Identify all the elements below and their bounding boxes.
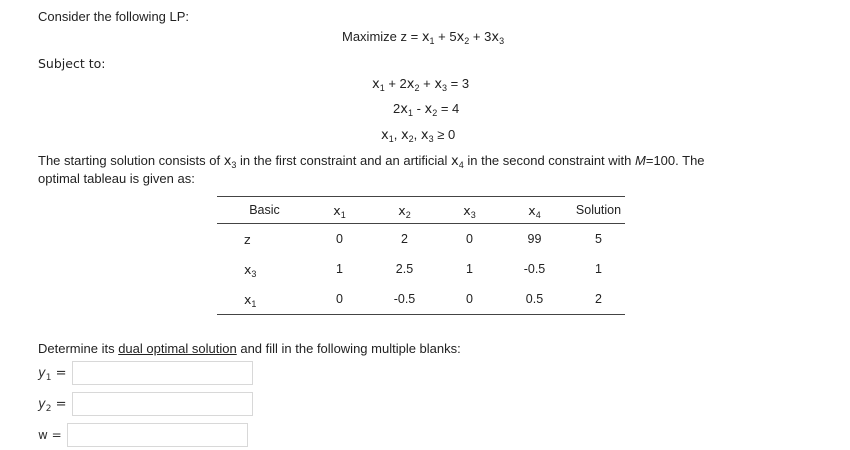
header-x3: $x_3$ [442, 197, 497, 224]
tableau-row [217, 224, 625, 255]
header-basic: Basic [217, 197, 312, 224]
intro-text: Consider the following LP: [38, 9, 190, 24]
cell: 0 [336, 232, 343, 246]
basic-var: $x_1$ [217, 284, 312, 315]
tableau-row [217, 254, 625, 284]
objective-function: Maximize $z = x_1 + 5x_2 + 3x_3$ [342, 29, 505, 46]
description-paragraph-line2: optimal tableau is given as: [38, 171, 195, 186]
header-x4: $x_4$ [497, 197, 572, 224]
basic-var: $x_3$ [244, 261, 257, 279]
cell: 5 [595, 232, 602, 246]
y2-input[interactable] [72, 392, 253, 416]
cell: -0.5 [367, 284, 442, 315]
nonnegativity-constraint: $x_1$, $x_2$, $x_3 \ge 0$ [381, 127, 456, 144]
header-x2: $x_2$ [367, 197, 442, 224]
basic-var: z [244, 231, 251, 247]
constraint-1: $x_1 + 2x_2 + x_3 = 3$ [372, 76, 470, 93]
header-x1: $x_1$ [312, 197, 367, 224]
header-solution: Solution [572, 197, 625, 224]
description-paragraph: The starting solution consists of $x_3$ in the first constraint and an artificial $x_4$ in the second constraint with M=100. The [38, 153, 705, 170]
cell: 2 [572, 284, 625, 315]
cell: 0 [466, 232, 473, 246]
cell: 99 [527, 232, 542, 246]
dual-optimal-solution-link: dual optimal solution [118, 341, 237, 356]
cell: 1 [336, 262, 343, 276]
constraint-2: $2x_1 - x_2 = 4$ [393, 101, 460, 118]
cell: 1 [595, 262, 602, 276]
y1-input[interactable] [72, 361, 253, 385]
cell: 2 [401, 232, 408, 246]
y1-label: $y_1$ = [38, 366, 67, 383]
tableau-header-row [217, 197, 625, 224]
w-label: w = [38, 428, 62, 442]
cell: -0.5 [523, 262, 546, 276]
cell: 0 [442, 284, 497, 315]
instructions-text: Determine its dual optimal solution and fill in the following multiple blanks: [38, 341, 461, 356]
optimal-tableau [217, 196, 625, 315]
w-input[interactable] [67, 423, 248, 447]
subject-to-label: Subject to: [38, 56, 106, 71]
cell: 0.5 [497, 284, 572, 315]
cell: 2.5 [395, 262, 414, 276]
tableau-row [217, 284, 625, 315]
cell: 1 [466, 262, 473, 276]
cell: 0 [312, 284, 367, 315]
y2-label: $y_2$ = [38, 397, 67, 414]
